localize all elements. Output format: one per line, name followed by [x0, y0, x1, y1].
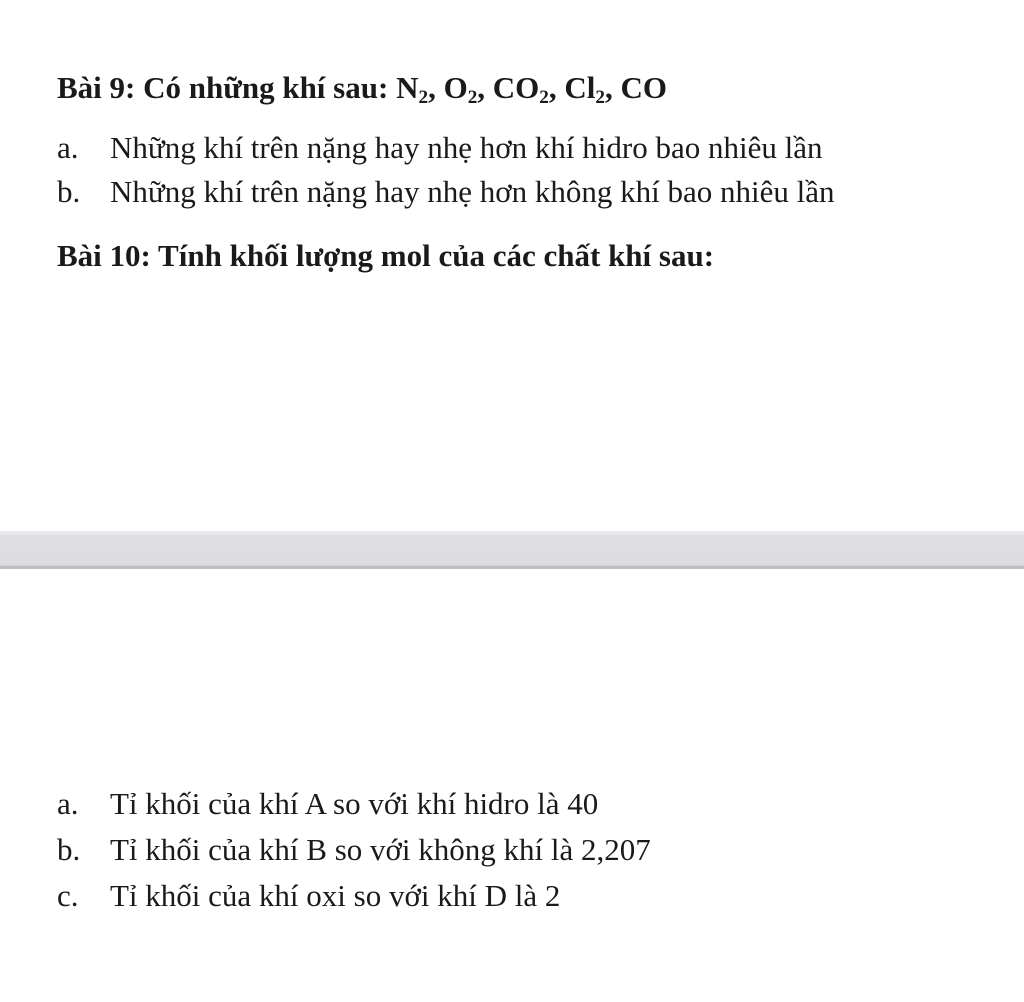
item-marker: a. — [57, 130, 79, 165]
item-marker: b. — [57, 174, 81, 209]
page-separator — [0, 531, 1024, 569]
exercise-10-item-c — [57, 878, 560, 914]
exercise-9-item-b — [57, 174, 835, 210]
gas-formula-co: CO — [620, 70, 668, 105]
item-text: Những khí trên nặng hay nhẹ hơn không khí bao nhiêu lần — [110, 174, 835, 209]
gas-formula-cl2: $Cl_2$, — [564, 70, 621, 108]
item-marker: b. — [57, 832, 81, 867]
gas-formula-n2: $N_2$, — [396, 70, 444, 108]
exercise-10-item-a — [57, 786, 598, 822]
exercise-9-heading-text: Bài 9: Có những khí sau: — [57, 70, 397, 105]
item-text: Tỉ khối của khí A so với khí hidro là 40 — [110, 786, 599, 821]
exercise-9-heading — [57, 70, 667, 106]
item-text: Những khí trên nặng hay nhẹ hơn khí hidro bao nhiêu lần — [110, 130, 823, 165]
gas-formula-o2: $O_2$, — [443, 70, 493, 108]
item-marker: a. — [57, 786, 79, 821]
exercise-9-item-a — [57, 130, 822, 166]
gas-formula-co2: $CO_2$, — [492, 70, 565, 108]
exercise-10-heading: Bài 10: Tính khối lượng mol của các chất khí sau: — [57, 238, 715, 273]
exercise-10-item-b — [57, 832, 651, 868]
item-marker: c. — [57, 878, 79, 913]
item-text: Tỉ khối của khí B so với không khí là 2,207 — [110, 832, 651, 867]
item-text: Tỉ khối của khí oxi so với khí D là 2 — [110, 878, 561, 913]
